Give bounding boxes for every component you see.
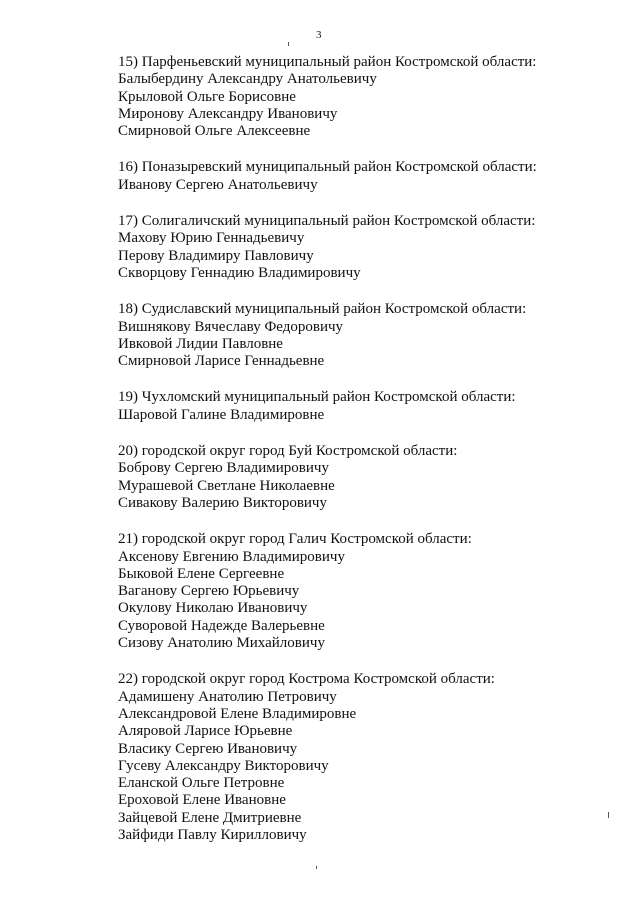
person-name: Зайцевой Елене Дмитриевне [118, 809, 302, 826]
person-name: Иванову Сергею Анатольевичу [118, 176, 318, 193]
person-name: Балыбердину Александру Анатольевичу [118, 71, 377, 88]
district-section [118, 159, 618, 194]
district-heading: 22) городской округ город Кострома Костромской области: [118, 671, 495, 688]
district-section [118, 54, 618, 140]
person-name: Ваганову Сергею Юрьевичу [118, 583, 300, 600]
person-name: Еланской Ольге Петровне [118, 775, 285, 792]
person-name: Аксенову Евгению Владимировичу [118, 548, 345, 565]
district-section [118, 213, 618, 282]
person-name: Зайфиди Павлу Кирилловичу [118, 826, 307, 843]
person-name: Вишнякову Вячеславу Федоровичу [118, 318, 344, 335]
district-heading: 16) Поназыревский муниципальный район Костромской области: [118, 159, 537, 176]
person-name: Крыловой Ольге Борисовне [118, 88, 296, 105]
page-number: 3 [316, 29, 322, 41]
person-name: Скворцову Геннадию Владимировичу [118, 264, 361, 281]
person-name: Мурашевой Светлане Николаевне [118, 477, 335, 494]
district-heading: 15) Парфеньевский муниципальный район Костромской области: [118, 54, 537, 70]
person-name: Шаровой Галине Владимировне [118, 406, 325, 423]
person-name: Перову Владимиру Павловичу [118, 247, 314, 264]
person-name: Власику Сергею Ивановичу [118, 740, 298, 757]
scan-speck [316, 866, 317, 869]
person-name: Смирновой Ольге Алексеевне [118, 123, 311, 140]
person-name: Адамишену Анатолию Петровичу [118, 688, 337, 705]
district-heading: 17) Солигаличский муниципальный район Костромской области: [118, 213, 536, 230]
person-name: Смирновой Ларисе Геннадьевне [118, 353, 325, 370]
person-name: Аляровой Ларисе Юрьевне [118, 723, 293, 740]
person-name: Гусеву Александру Викторовичу [118, 757, 329, 774]
district-section [118, 443, 618, 512]
district-section [118, 389, 618, 424]
person-name: Ивковой Лидии Павловне [118, 335, 283, 352]
district-heading: 19) Чухломский муниципальный район Костромской области: [118, 389, 516, 406]
person-name: Сивакову Валерию Викторовичу [118, 494, 327, 511]
person-name: Александровой Елене Владимировне [118, 705, 357, 722]
scan-speck [288, 42, 289, 46]
recipient-list [118, 54, 618, 863]
district-section [118, 301, 618, 370]
person-name: Миронову Александру Ивановичу [118, 105, 338, 122]
district-heading: 20) городской округ город Буй Костромской области: [118, 443, 458, 460]
district-section [118, 531, 618, 652]
person-name: Быковой Елене Сергеевне [118, 565, 285, 582]
person-name: Сизову Анатолию Михайловичу [118, 635, 325, 652]
person-name: Махову Юрию Геннадьевичу [118, 230, 305, 247]
district-section [118, 671, 618, 844]
district-heading: 21) городской округ город Галич Костромской области: [118, 531, 472, 548]
person-name: Суворовой Надежде Валерьевне [118, 617, 325, 634]
person-name: Боброву Сергею Владимировичу [118, 460, 329, 477]
person-name: Ероховой Елене Ивановне [118, 792, 286, 809]
district-heading: 18) Судиславский муниципальный район Костромской области: [118, 301, 527, 318]
person-name: Окулову Николаю Ивановичу [118, 600, 308, 617]
